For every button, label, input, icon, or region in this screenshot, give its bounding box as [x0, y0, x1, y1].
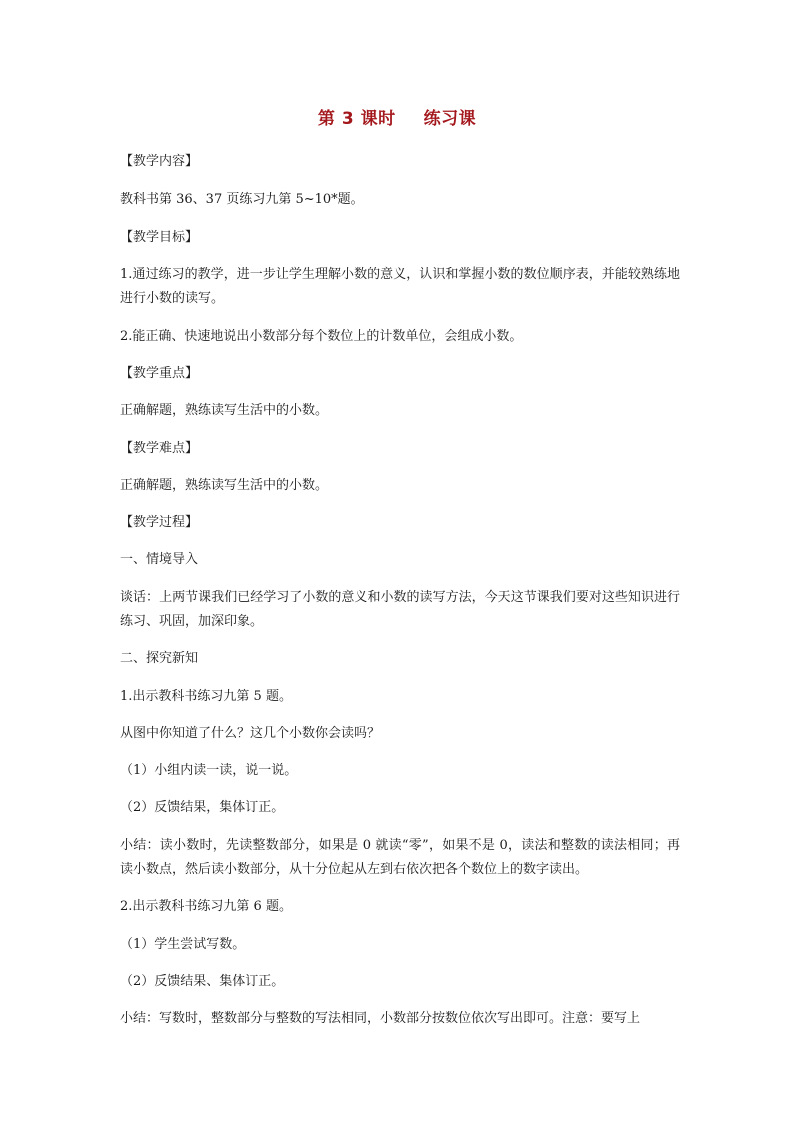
- exercise-5-step-2: （2）反馈结果，集体订正。: [120, 800, 285, 815]
- exercise-6: 2.出示教科书练习九第 6 题。: [120, 899, 292, 914]
- writing-summary: 小结：写数时，整数部分与整数的写法相同，小数部分按数位依次写出即可。注意：要写上: [120, 1011, 641, 1026]
- content-text: 教科书第 36、37 页练习九第 5~10*题。: [120, 192, 364, 207]
- exercise-5: 1.出示教科书练习九第 5 题。: [120, 689, 292, 704]
- exercise-5-step-1: （1）小组内读一读，说一说。: [120, 763, 298, 778]
- lesson-name: 练习课: [423, 109, 477, 129]
- exercise-6-step-2: （2）反馈结果、集体订正。: [120, 974, 285, 989]
- reading-summary: 小结：读小数时，先读整数部分，如果是 0 就读“零”，如果不是 0，读法和整数的读法相同；再读小数点，然后读小数部分，从十分位起从左到右依次把各个数位上的数字读出。: [120, 838, 680, 877]
- intro-talk: 谈话：上两节课我们已经学习了小数的意义和小数的读写方法，今天这节课我们要对这些知识进行练习、巩固，加深印象。: [120, 590, 680, 629]
- question-text: 从图中你知道了什么？这几个小数你会读吗？: [120, 726, 381, 741]
- lesson-number: 第 3 课时: [317, 109, 396, 129]
- objective-2: 2.能正确、快速地说出小数部分每个数位上的计数单位，会组成小数。: [120, 329, 523, 344]
- exercise-6-step-1: （1）学生尝试写数。: [120, 937, 246, 952]
- section-heading-difficulties: 【教学难点】: [120, 441, 199, 456]
- lesson-title: [0, 104, 794, 129]
- section-heading-key-points: 【教学重点】: [120, 366, 199, 381]
- section-heading-process: 【教学过程】: [120, 515, 199, 530]
- key-points-text: 正确解题，熟练读写生活中的小数。: [120, 403, 329, 418]
- objective-1: 1.通过练习的教学，进一步让学生理解小数的意义，认识和掌握小数的数位顺序表，并能较熟练地进行小数的读写。: [120, 267, 680, 306]
- step-1-heading: 一、情境导入: [120, 552, 199, 567]
- difficulties-text: 正确解题，熟练读写生活中的小数。: [120, 478, 329, 493]
- section-heading-objectives: 【教学目标】: [120, 230, 199, 245]
- section-heading-content: 【教学内容】: [120, 154, 199, 169]
- step-2-heading: 二、探究新知: [120, 651, 199, 666]
